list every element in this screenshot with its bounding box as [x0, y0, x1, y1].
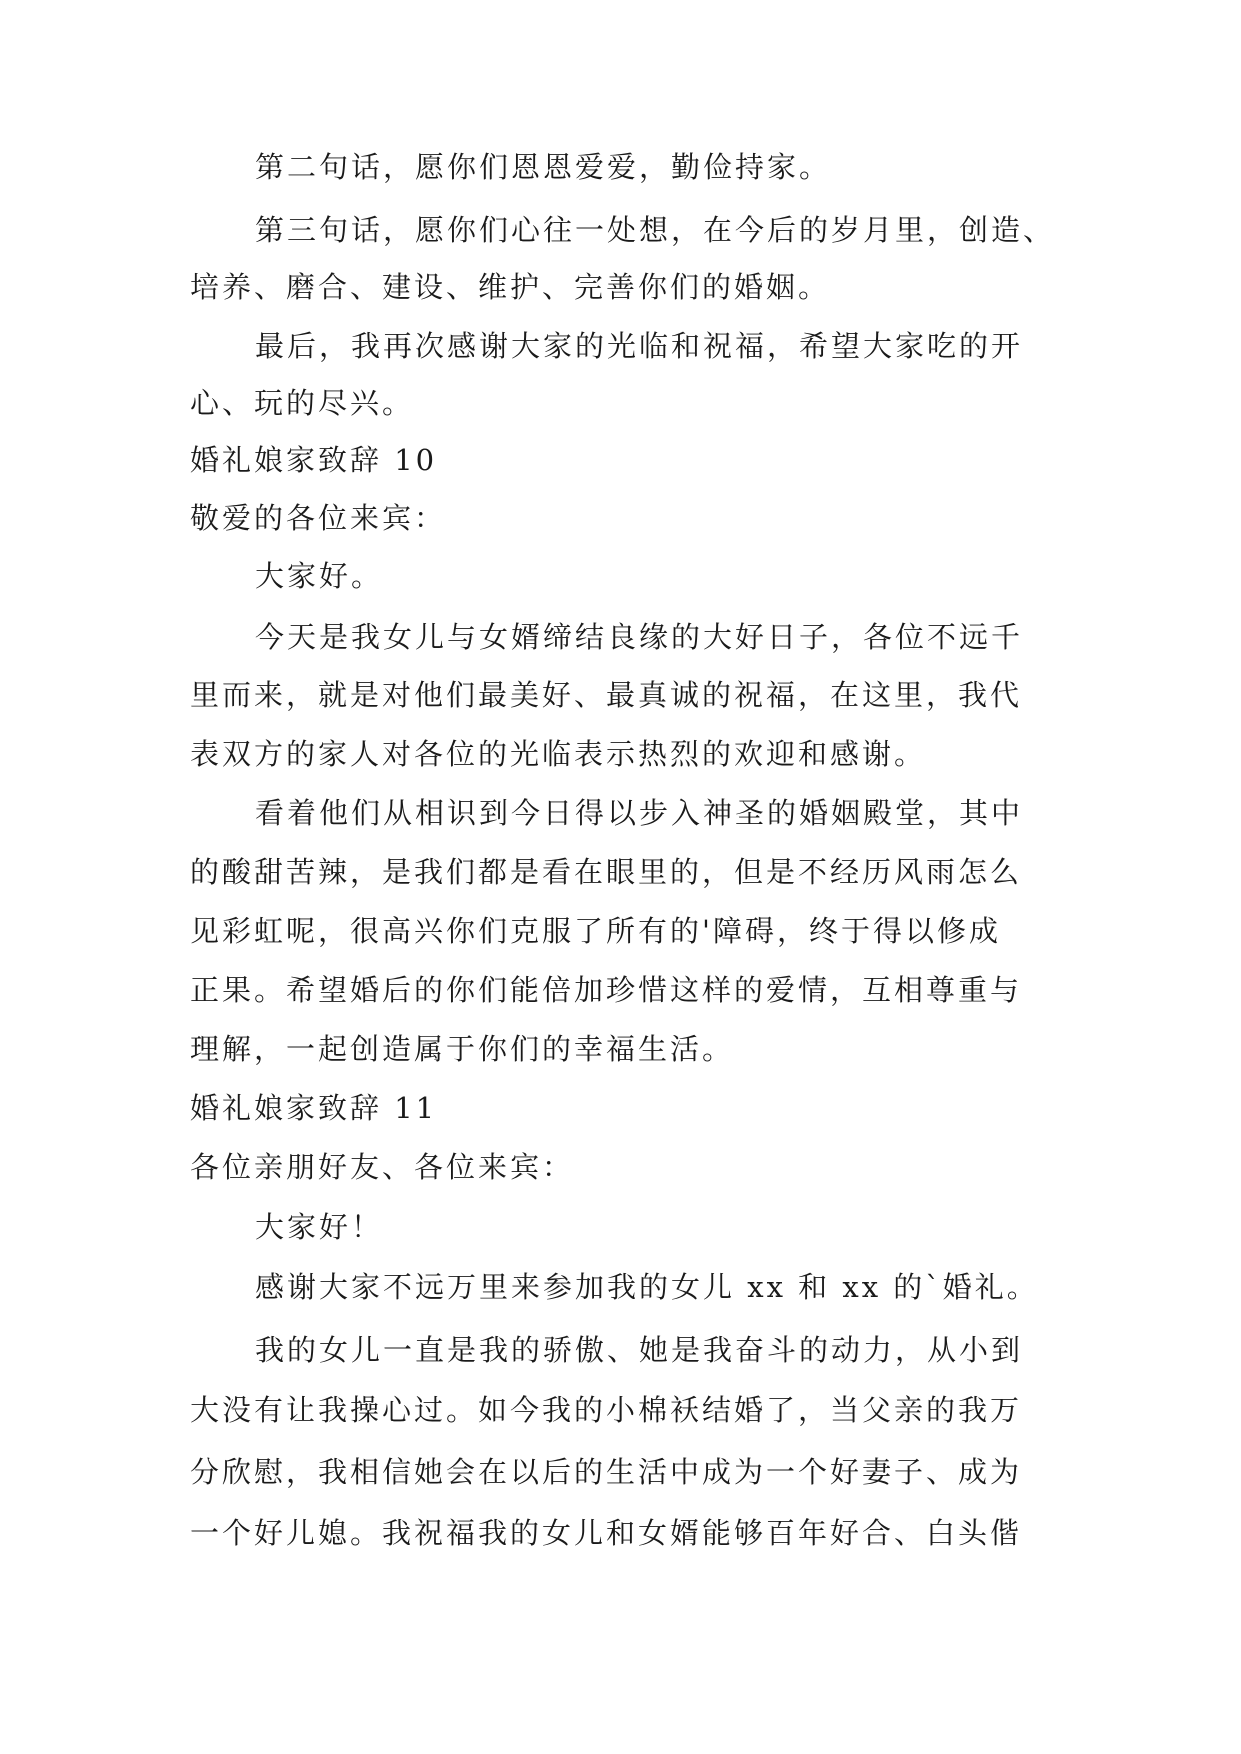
greeting: 大家好。: [255, 559, 384, 593]
paragraph-line: 感谢大家不远万里来参加我的女儿 xx 和 xx 的`婚礼。: [255, 1270, 1039, 1304]
paragraph-line: 的酸甜苦辣，是我们都是看在眼里的，但是不经历风雨怎么: [190, 855, 1023, 889]
salutation: 各位亲朋好友、各位来宾：: [190, 1150, 575, 1184]
paragraph-line: 一个好儿媳。我祝福我的女儿和女婿能够百年好合、白头偕: [190, 1516, 1023, 1550]
paragraph-line: 分欣慰，我相信她会在以后的生活中成为一个好妻子、成为: [190, 1455, 1023, 1489]
paragraph-line: 大没有让我操心过。如今我的小棉袄结婚了，当父亲的我万: [190, 1393, 1023, 1427]
paragraph-line: 今天是我女儿与女婿缔结良缘的大好日子，各位不远千: [255, 620, 1024, 654]
paragraph-line: 表双方的家人对各位的光临表示热烈的欢迎和感谢。: [190, 737, 927, 771]
paragraph-line: 第二句话，愿你们恩恩爱爱，勤俭持家。: [255, 150, 832, 184]
paragraph-line: 正果。希望婚后的你们能倍加珍惜这样的爱情，互相尊重与: [190, 973, 1023, 1007]
paragraph-line: 见彩虹呢，很高兴你们克服了所有的'障碍，终于得以修成: [190, 914, 1001, 948]
paragraph-line: 第三句话，愿你们心往一处想，在今后的岁月里，创造、: [255, 213, 1056, 247]
paragraph-line: 我的女儿一直是我的骄傲、她是我奋斗的动力，从小到: [255, 1333, 1024, 1367]
paragraph-line: 培养、磨合、建设、维护、完善你们的婚姻。: [190, 270, 831, 304]
paragraph-line: 看着他们从相识到今日得以步入神圣的婚姻殿堂，其中: [255, 796, 1024, 830]
paragraph-line: 理解，一起创造属于你们的幸福生活。: [190, 1032, 735, 1066]
paragraph-line: 心、玩的尽兴。: [190, 386, 415, 420]
salutation: 敬爱的各位来宾：: [190, 501, 447, 535]
section-heading: 婚礼娘家致辞 10: [190, 443, 438, 477]
section-heading: 婚礼娘家致辞 11: [190, 1091, 438, 1125]
paragraph-line: 最后，我再次感谢大家的光临和祝福，希望大家吃的开: [255, 329, 1024, 363]
paragraph-line: 里而来，就是对他们最美好、最真诚的祝福，在这里，我代: [190, 678, 1023, 712]
greeting: 大家好！: [255, 1210, 384, 1244]
